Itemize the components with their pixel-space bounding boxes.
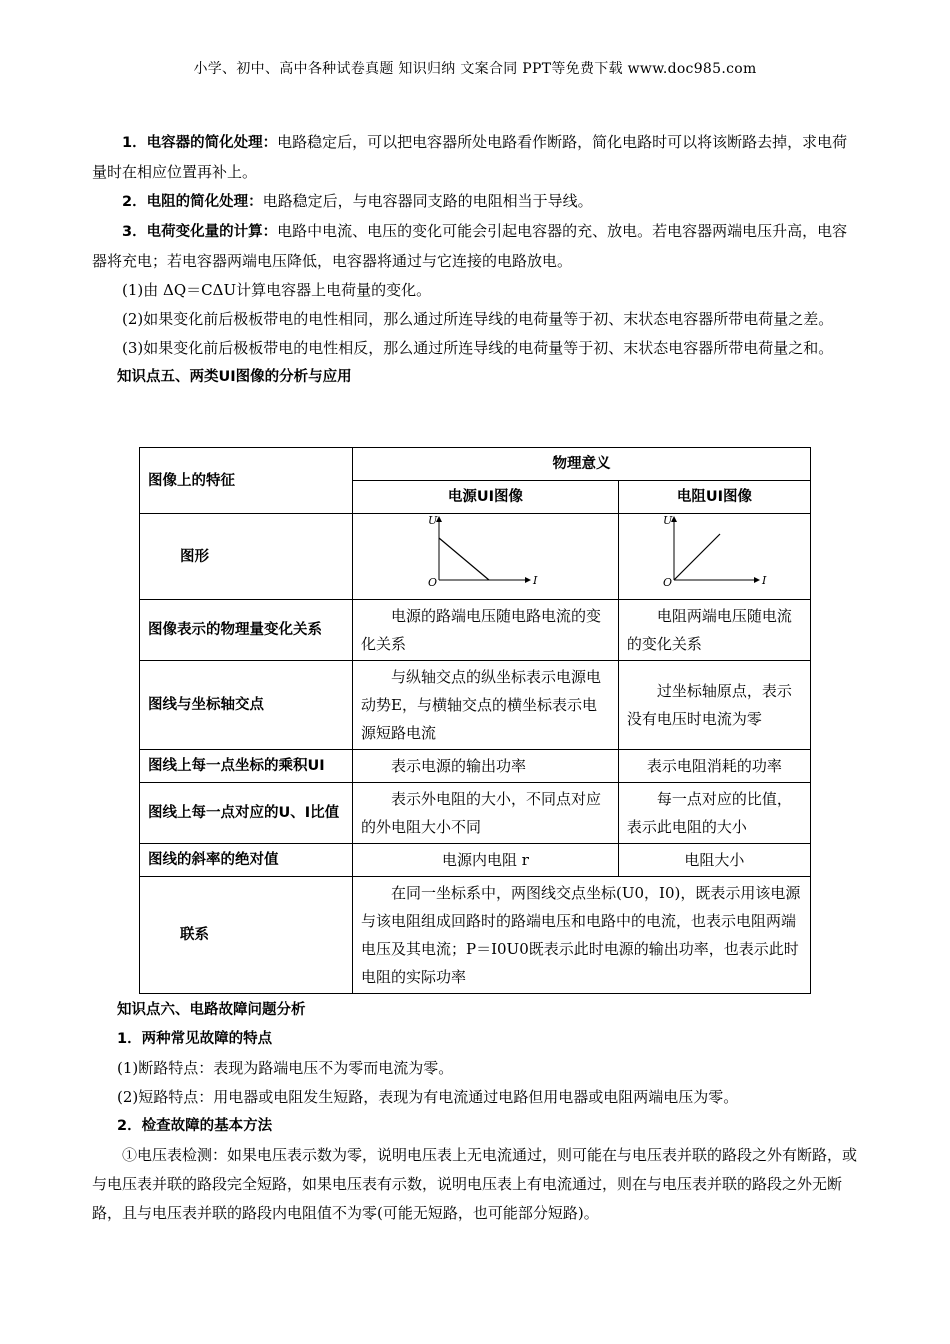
section6-heading-2: 2．检查故障的基本方法 [117,1118,273,1134]
source-line [439,538,489,580]
sub-item-3: (3)如果变化前后极板带电的电性相反，那么通过所连导线的电荷量等于初、末状态电容器所带电荷量之和。 [122,339,834,357]
relation-cell: 在同一坐标系中，两图线交点坐标(U0，I0)，既表示用该电源与该电阻组成回路时的路端电压和电路中的电流，也表示电阻两端电压及其电流；P＝I0U0既表示此时电源的输出功率，也表示此时电阻的实际功率 [353,877,811,994]
x-axis-arrow [525,577,531,583]
source-cell: 电源的路端电压随电路电流的变化关系 [353,600,619,661]
section6-item-1: (1)断路特点：表现为路端电压不为零而电流为零。 [117,1059,454,1077]
source-graph-cell [353,514,619,600]
source-cell: 表示电源的输出功率 [353,750,619,783]
resistor-cell: 表示电阻消耗的功率 [618,750,810,783]
source-cell: 与纵轴交点的纵坐标表示电源电动势E，与横轴交点的横坐标表示电源短路电流 [353,661,619,750]
resistor-cell: 过坐标轴原点，表示没有电压时电流为零 [618,661,810,750]
row-label: 图线与坐标轴交点 [140,661,353,750]
resistor-cell: 电阻两端电压随电流的变化关系 [618,600,810,661]
axis-u-label: U [428,514,438,527]
resistor-line [674,534,720,580]
resistor-graph-cell [618,514,810,600]
row-label: 联系 [140,877,353,994]
section6-item-2: (2)短路特点：用电器或电阻发生短路，表现为有电流通过电路但用电器或电阻两端电压为零。 [117,1088,739,1106]
section6-heading-1: 1．两种常见故障的特点 [117,1031,273,1047]
row-label: 图形 [140,514,353,600]
page-header: 小学、初中、高中各种试卷真题 知识归纳 文案合同 PPT等免费下载 www.doc985.com [193,61,757,77]
section6 [92,996,862,1228]
axis-i-label: I [533,574,538,587]
axis-o-label: O [428,576,438,589]
resistor-cell: 每一点对应的比值，表示此电阻的大小 [618,783,810,844]
intro-paragraph-1: 1．电容器的简化处理：电路稳定后，可以把电容器所处电路看作断路，简化电路时可以将该断路去掉，求电荷量时在相应位置再补上。 [92,133,848,181]
row-label: 图线上每一点坐标的乘积UI [140,750,353,783]
row-label: 图像表示的物理量变化关系 [140,600,353,661]
source-cell: 表示外电阻的大小，不同点对应的外电阻大小不同 [353,783,619,844]
axis-u-label: U [663,514,673,527]
intro-section [92,128,862,392]
row-label: 图线上每一点对应的U、I比值 [140,783,353,844]
x-axis-arrow [754,577,760,583]
resistor-cell: 电阻大小 [618,844,810,877]
row-label: 图线的斜率的绝对值 [140,844,353,877]
section6-paragraph: ①电压表检测：如果电压表示数为零，说明电压表上无电流通过，则可能在与电压表并联的路段之外有断路，或与电压表并联的路段完全短路，如果电压表有示数，说明电压表上有电流通过，则在与电压表并联的路段之外无断路，且与电压表并联的路段内电阻值不为零(可能无短路，也可能部分短路)。 [92,1146,858,1222]
meaning-header: 物理意义 [353,448,811,481]
source-cell: 电源内电阻 r [353,844,619,877]
section6-title: 知识点六、电路故障问题分析 [117,1002,306,1018]
resistor-ui-graph [654,514,774,590]
source-ui-graph [425,514,545,590]
corner-header: 图像上的特征 [140,448,353,514]
resistor-ui-header: 电阻UI图像 [618,481,810,514]
axis-o-label: O [663,576,673,589]
sub-item-1: (1)由 ΔQ＝CΔU计算电容器上电荷量的变化。 [122,281,432,299]
intro-paragraph-3: 3．电荷变化量的计算：电路中电流、电压的变化可能会引起电容器的充、放电。若电容器两端电压升高，电容器将充电；若电容器两端电压降低，电容器将通过与它连接的电路放电。 [92,222,848,270]
axis-i-label: I [762,574,767,587]
sub-item-2: (2)如果变化前后极板带电的电性相同，那么通过所连导线的电荷量等于初、末状态电容器所带电荷量之差。 [122,310,834,328]
ui-graph-table [139,447,811,994]
intro-paragraph-2: 2．电阻的简化处理：电路稳定后，与电容器同支路的电阻相当于导线。 [122,192,593,210]
source-ui-header: 电源UI图像 [353,481,619,514]
section5-title: 知识点五、两类UI图像的分析与应用 [117,369,352,385]
